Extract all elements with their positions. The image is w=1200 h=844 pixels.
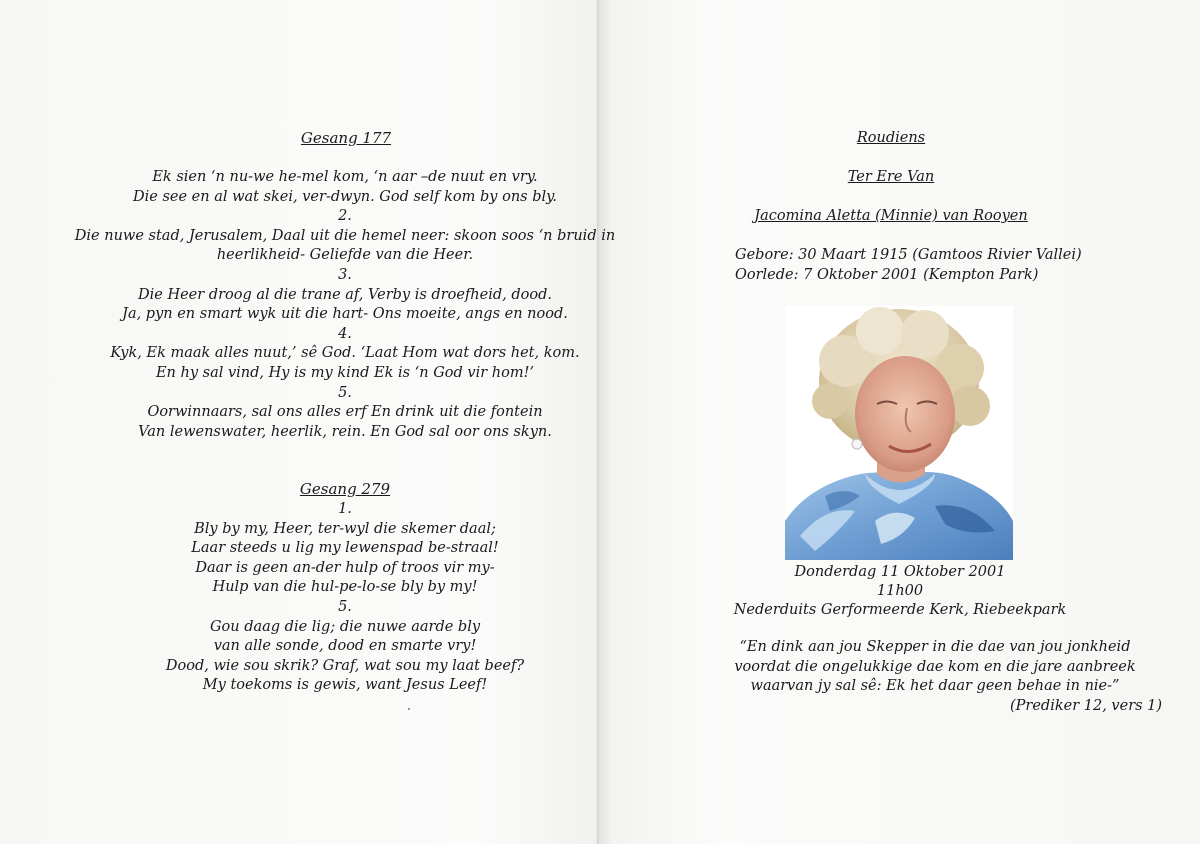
quote-line: “En dink aan jou Skepper in die dae van jou jonkheid <box>739 639 1131 655</box>
hymn-line: En hy sal vind, Hy is my kind Ek is ‘n God vir hom!’ <box>155 364 535 381</box>
verse-number: 4. <box>338 325 352 342</box>
hymn-line: Bly by my, Heer, ter-wyl die skemer daal; <box>194 520 496 537</box>
verse-number: 1. <box>338 501 352 517</box>
hymn-line: heerlikheid- Geliefde van die Heer. <box>216 247 474 264</box>
hymn-line: Die nuwe stad, Jerusalem, Daal uit die hemel neer: skoon soos ‘n bruid in <box>74 227 616 244</box>
hymn-line: Die see en al wat skei, ver-dwyn. God self kom by ons bly. <box>133 188 557 205</box>
portrait-photo <box>785 306 1013 560</box>
hymn-line: van alle sonde, dood en smarte vry! <box>213 638 477 655</box>
portrait-illustration <box>785 306 1013 560</box>
verse-number: 5. <box>338 598 352 615</box>
birth-details: Gebore: 30 Maart 1915 (Gamtoos Rivier Vallei) <box>735 247 1082 263</box>
deceased-name: Jacomina Aletta (Minnie) van Rooyen <box>754 208 1028 224</box>
verse-number: 3. <box>338 266 352 283</box>
hymn-line: Laar steeds u lig my lewenspad be-straal! <box>191 540 499 557</box>
verse-number: 5. <box>338 384 352 401</box>
hymn-line: Dood, wie sou skrik? Graf, wat sou my laat beef? <box>165 657 525 674</box>
service-date: Donderdag 11 Oktober 2001 <box>794 564 1006 580</box>
death-details: Oorlede: 7 Oktober 2001 (Kempton Park) <box>735 267 1039 283</box>
hymn-line: Oorwinnaars, sal ons alles erf En drink uit die fontein <box>147 404 543 421</box>
scripture-quote <box>700 638 1170 697</box>
hymn-line: Die Heer droog al die trane af, Verby is droefheid, dood. <box>137 286 552 303</box>
service-venue: Nederduits Gerformeerde Kerk, Riebeekpark <box>733 602 1067 618</box>
hymn-line: Daar is geen an-der hulp of troos vir my- <box>195 559 495 576</box>
quote-line: waarvan jy sal sê: Ek het daar geen behae in nie-” <box>750 678 1120 695</box>
hymn-177-title: Gesang 177 <box>300 129 392 147</box>
hymn-279-text <box>0 500 690 696</box>
hymn-279-title: Gesang 279 <box>299 480 391 498</box>
quote-line: voordat die ongelukkige dae kom en die jare aanbreek <box>734 658 1136 675</box>
in-honour-of: Ter Ere Van <box>847 169 935 185</box>
hymn-line: Ek sien ‘n nu-we he-mel kom, ‘n aar –de nuut en vry. <box>152 169 538 185</box>
service-heading: Roudiens <box>856 130 926 146</box>
hymn-line: Hulp van die hul-pe-lo-se bly by my! <box>212 579 478 596</box>
hymn-line: My toekoms is gewis, want Jesus Leef! <box>202 677 488 694</box>
hymn-177-text <box>0 168 690 442</box>
hymn-line: Ja, pyn en smart wyk uit die hart- Ons moeite, angs en nood. <box>122 306 568 323</box>
quote-reference: (Prediker 12, vers 1) <box>1010 698 1163 714</box>
verse-number: 2. <box>338 208 352 225</box>
hymn-line: Van lewenswater, heerlik, rein. En God sal oor ons skyn. <box>138 423 552 440</box>
hymn-line: Kyk, Ek maak alles nuut,’ sê God. ‘Laat Hom wat dors het, kom. <box>110 345 580 362</box>
hymn-line: Gou daag die lig; die nuwe aarde bly <box>209 618 481 635</box>
service-time: 11h00 <box>876 583 924 599</box>
paper-speck <box>408 708 410 710</box>
